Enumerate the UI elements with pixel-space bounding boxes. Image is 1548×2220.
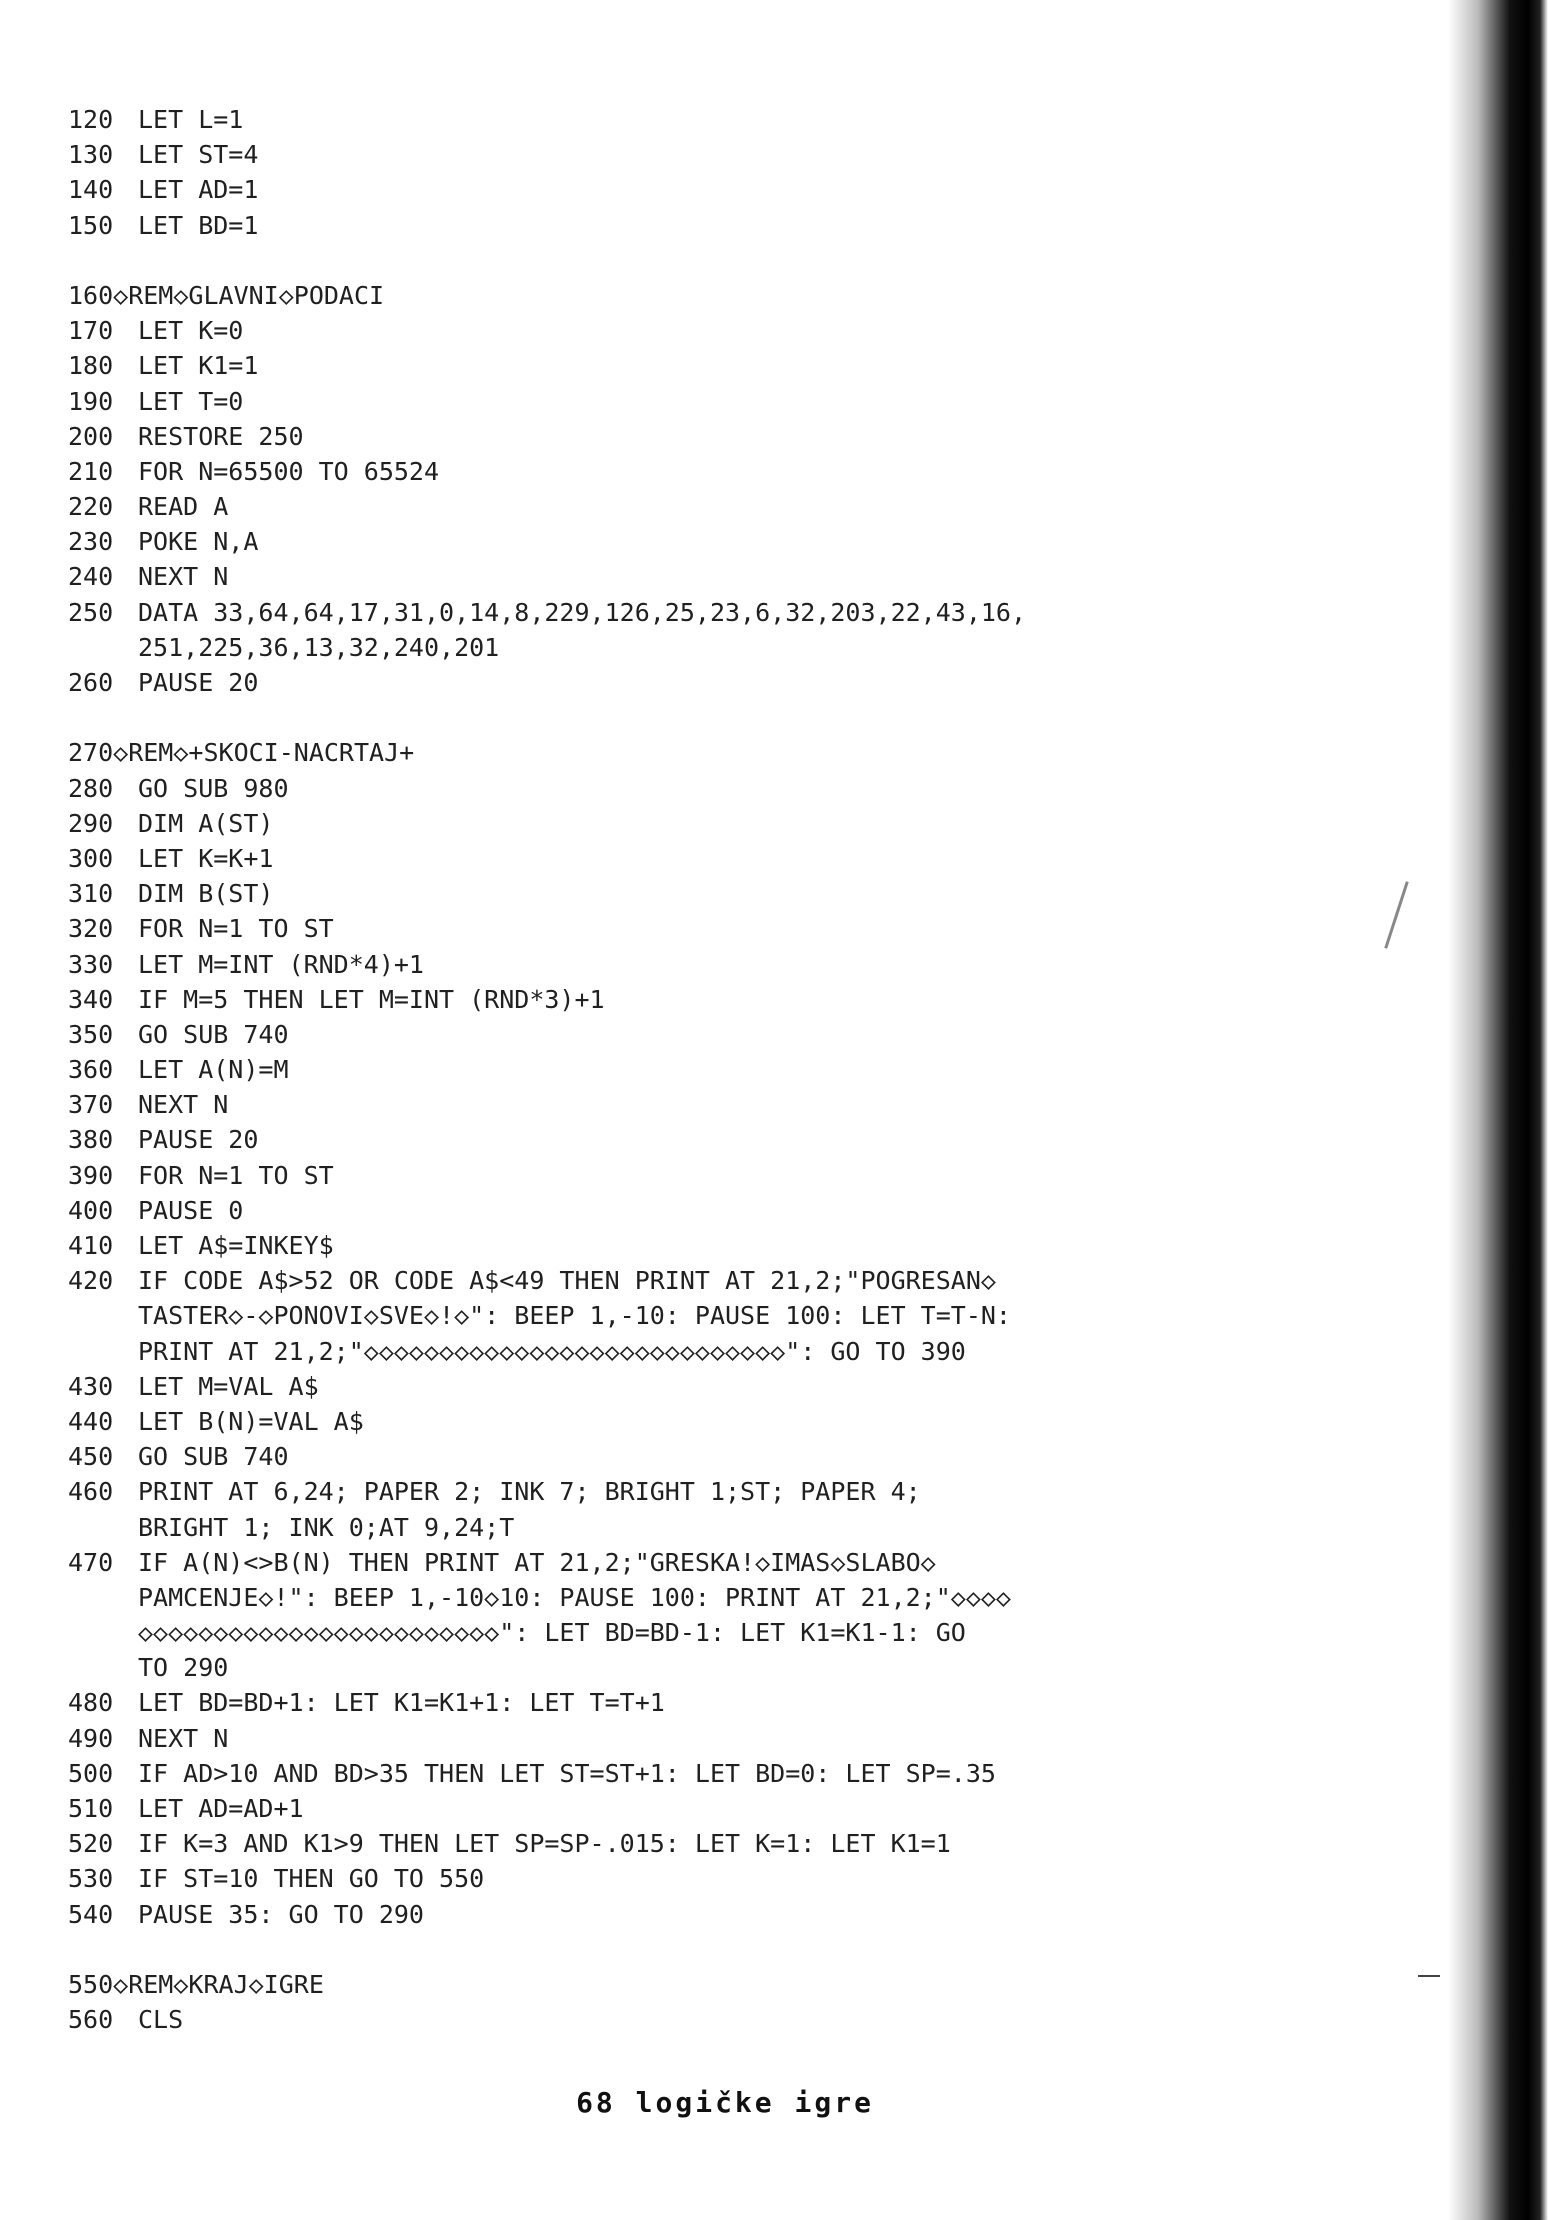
code-line (68, 876, 1218, 911)
line-code: LET ST=4 (138, 140, 259, 170)
line-number: 240 (68, 562, 114, 592)
scan-binding-shadow (1448, 0, 1548, 2220)
line-number: 280 (68, 773, 114, 803)
code-line (68, 1122, 1218, 1157)
line-number: 460 (68, 1477, 114, 1507)
line-code: LET K1=1 (138, 351, 259, 381)
code-line (68, 348, 1218, 383)
code-line (68, 1369, 1218, 1404)
code-line (68, 137, 1218, 172)
line-number: 190 (68, 386, 114, 416)
line-code: IF CODE A$>52 OR CODE A$<49 THEN PRINT AT 21,2;"POGRESAN◇ (138, 1266, 996, 1296)
line-number: 310 (68, 879, 114, 909)
page-footer: 68 logičke igre (576, 2086, 874, 2119)
line-code: FOR N=1 TO ST (138, 1160, 334, 1190)
line-code: NEXT N (138, 1723, 229, 1753)
line-code: PAUSE 20 (138, 668, 259, 697)
line-code: IF M=5 THEN LET M=INT (RND*3)+1 (138, 984, 605, 1014)
line-code: POKE N,A (138, 527, 259, 557)
line-code: FOR N=65500 TO 65524 (138, 456, 440, 486)
line-code: ◇REM◇+SKOCI-NACRTAJ+ (113, 738, 415, 768)
line-code: FOR N=1 TO ST (138, 914, 334, 944)
line-number: 500 (68, 1758, 114, 1788)
line-number: 550 (68, 1969, 114, 1999)
line-code: LET L=1 (138, 105, 244, 134)
line-code: ◇REM◇GLAVNI◇PODACI (113, 280, 385, 310)
line-code: NEXT N (138, 1090, 229, 1120)
code-line (68, 947, 1218, 982)
line-code: IF ST=10 THEN GO TO 550 (138, 1864, 485, 1894)
line-number: 180 (68, 351, 114, 381)
line-continuation: PAMCENJE◇!": BEEP 1,-10◇10: PAUSE 100: PRINT AT 21,2;"◇◇◇◇ (138, 1582, 1011, 1612)
line-code: GO SUB 740 (138, 1442, 289, 1472)
line-number: 370 (68, 1090, 114, 1120)
line-code: CLS (138, 2005, 184, 2035)
line-number: 200 (68, 421, 114, 451)
line-code: LET M=VAL A$ (138, 1371, 319, 1401)
code-line (68, 735, 1218, 770)
code-line (68, 595, 1218, 630)
line-code: NEXT N (138, 562, 229, 592)
line-code: READ A (138, 492, 229, 522)
code-line (68, 1193, 1218, 1228)
line-number: 210 (68, 456, 114, 486)
line-number: 360 (68, 1055, 114, 1085)
code-line (68, 1897, 1218, 1932)
line-number: 160 (68, 280, 114, 310)
line-number: 330 (68, 949, 114, 979)
line-number: 140 (68, 175, 114, 205)
code-line (68, 1404, 1218, 1439)
line-number: 350 (68, 1019, 114, 1049)
line-continuation: ◇◇◇◇◇◇◇◇◇◇◇◇◇◇◇◇◇◇◇◇◇◇◇◇": LET BD=BD-1: LET K1=K1-1: GO (138, 1618, 966, 1648)
line-code: DIM A(ST) (138, 808, 274, 838)
line-code: LET BD=BD+1: LET K1=K1+1: LET T=T+1 (138, 1688, 665, 1718)
line-continuation: TASTER◇-◇PONOVI◇SVE◇!◇": BEEP 1,-10: PAUSE 100: LET T=T-N: (138, 1301, 1011, 1331)
code-line (68, 911, 1218, 946)
code-line (68, 102, 1218, 137)
code-line (68, 1791, 1218, 1826)
code-line (68, 1826, 1218, 1861)
code-line (68, 1967, 1218, 2002)
code-line (68, 1721, 1218, 1756)
line-code: IF K=3 AND K1>9 THEN LET SP=SP-.015: LET K=1: LET K1=1 (138, 1829, 951, 1859)
line-number: 390 (68, 1160, 114, 1190)
code-line (68, 208, 1218, 243)
code-line (68, 1052, 1218, 1087)
code-line (68, 172, 1218, 207)
line-code: GO SUB 980 (138, 773, 289, 803)
line-code: LET BD=1 (138, 210, 259, 240)
line-code: PAUSE 20 (138, 1125, 259, 1155)
code-line (68, 806, 1218, 841)
line-code: PAUSE 35: GO TO 290 (138, 1899, 424, 1929)
line-number: 560 (68, 2005, 114, 2035)
code-line (68, 313, 1218, 348)
code-line (68, 1228, 1218, 1263)
line-number: 320 (68, 914, 114, 944)
code-line (68, 841, 1218, 876)
code-line (68, 1017, 1218, 1052)
line-code: PAUSE 0 (138, 1195, 244, 1225)
line-code: GO SUB 740 (138, 1019, 289, 1049)
line-number: 380 (68, 1125, 114, 1155)
section-gap (68, 1932, 1218, 1967)
line-number: 410 (68, 1231, 114, 1260)
line-number: 490 (68, 1723, 114, 1753)
code-line (68, 524, 1218, 559)
line-number: 250 (68, 597, 114, 627)
line-code: LET A(N)=M (138, 1055, 289, 1085)
code-line (68, 2002, 1218, 2037)
line-number: 270 (68, 738, 114, 768)
code-line (68, 1474, 1218, 1509)
line-number: 220 (68, 492, 114, 522)
line-number: 420 (68, 1266, 114, 1296)
line-number: 120 (68, 105, 114, 134)
line-number: 540 (68, 1899, 114, 1929)
line-continuation: PRINT AT 21,2;"◇◇◇◇◇◇◇◇◇◇◇◇◇◇◇◇◇◇◇◇◇◇◇◇◇◇◇◇": GO TO 390 (138, 1336, 966, 1366)
line-number: 130 (68, 140, 114, 170)
line-code: ◇REM◇KRAJ◇IGRE (113, 1969, 324, 1999)
code-line (68, 1756, 1218, 1791)
code-line (68, 982, 1218, 1017)
line-code: LET T=0 (138, 386, 244, 416)
code-line (68, 489, 1218, 524)
line-number: 260 (68, 668, 114, 697)
line-number: 440 (68, 1406, 114, 1436)
section-gap (68, 700, 1218, 735)
line-code: DIM B(ST) (138, 879, 274, 909)
line-number: 510 (68, 1794, 114, 1823)
code-line (68, 1158, 1218, 1193)
section-gap (68, 243, 1218, 278)
code-line (68, 1545, 1218, 1580)
code-line (68, 1685, 1218, 1720)
line-continuation: BRIGHT 1; INK 0;AT 9,24;T (138, 1512, 515, 1542)
line-code: PRINT AT 6,24; PAPER 2; INK 7; BRIGHT 1;ST; PAPER 4; (138, 1477, 921, 1507)
code-line (68, 278, 1218, 313)
code-line (68, 771, 1218, 806)
code-line (68, 1263, 1218, 1298)
line-number: 520 (68, 1829, 114, 1859)
code-line (68, 665, 1218, 700)
line-number: 450 (68, 1442, 114, 1472)
line-number: 530 (68, 1864, 114, 1894)
code-line (68, 1087, 1218, 1122)
line-number: 230 (68, 527, 114, 557)
code-line (68, 384, 1218, 419)
line-number: 480 (68, 1688, 114, 1718)
line-number: 300 (68, 843, 114, 873)
scan-mark (1384, 881, 1408, 949)
line-code: IF A(N)<>B(N) THEN PRINT AT 21,2;"GRESKA!◇IMAS◇SLABO◇ (138, 1547, 936, 1577)
code-line (68, 1439, 1218, 1474)
line-code: DATA 33,64,64,17,31,0,14,8,229,126,25,23,6,32,203,22,43,16, (138, 597, 1027, 627)
line-continuation: 251,225,36,13,32,240,201 (138, 632, 500, 662)
line-code: LET AD=AD+1 (138, 1794, 304, 1823)
line-number: 400 (68, 1195, 114, 1225)
line-continuation: TO 290 (138, 1653, 229, 1683)
program-listing (68, 102, 1218, 2037)
line-number: 340 (68, 984, 114, 1014)
line-code: LET K=K+1 (138, 843, 274, 873)
line-code: LET M=INT (RND*4)+1 (138, 949, 424, 979)
line-number: 150 (68, 210, 114, 240)
code-line (68, 454, 1218, 489)
line-code: IF AD>10 AND BD>35 THEN LET ST=ST+1: LET BD=0: LET SP=.35 (138, 1758, 996, 1788)
line-code: LET A$=INKEY$ (138, 1231, 334, 1260)
line-code: LET B(N)=VAL A$ (138, 1406, 364, 1436)
line-code: LET K=0 (138, 316, 244, 346)
line-number: 290 (68, 808, 114, 838)
line-number: 430 (68, 1371, 114, 1401)
code-line (68, 419, 1218, 454)
scan-mark (1418, 1975, 1440, 1977)
line-code: LET AD=1 (138, 175, 259, 205)
line-number: 170 (68, 316, 114, 346)
line-number: 470 (68, 1547, 114, 1577)
code-line (68, 1861, 1218, 1896)
code-line (68, 559, 1218, 594)
line-code: RESTORE 250 (138, 421, 304, 451)
